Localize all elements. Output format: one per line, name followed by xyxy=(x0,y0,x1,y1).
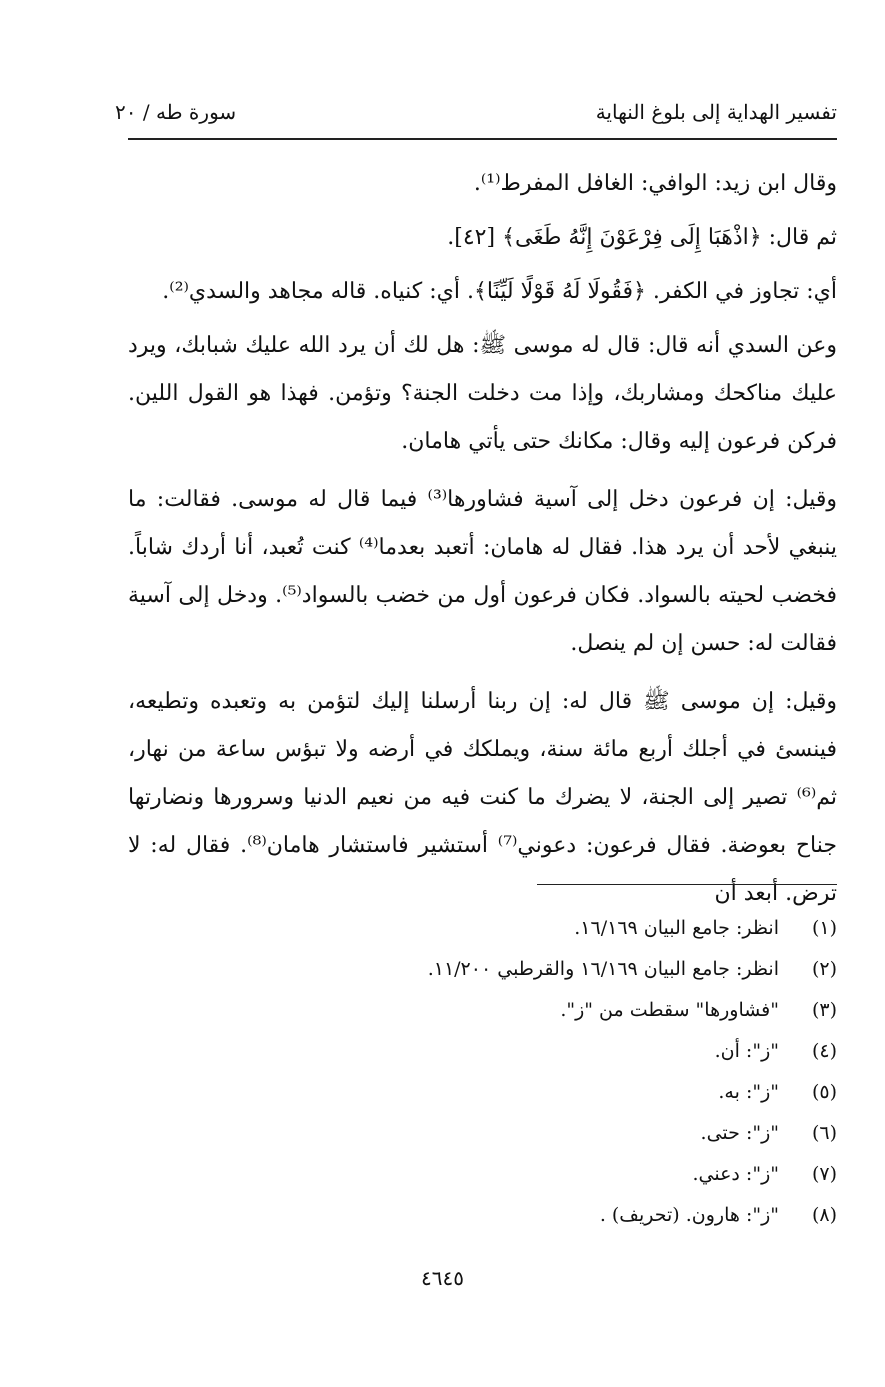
footnote xyxy=(128,1195,837,1236)
footnote-number: (٦) xyxy=(811,1122,837,1144)
footnote-number: (٣) xyxy=(811,999,837,1021)
footnote-number: (١) xyxy=(811,917,837,939)
footnote xyxy=(128,1072,837,1113)
running-header-title: تفسير الهداية إلى بلوغ النهاية xyxy=(595,100,837,124)
footnote-number: (٢) xyxy=(811,958,837,980)
footnote xyxy=(128,949,837,990)
footnote xyxy=(128,1031,837,1072)
footnote-number: (٨) xyxy=(811,1204,837,1226)
paragraph: وقيل: إن فرعون دخل إلى آسية فشاورها⁽³⁾ فيما قال له موسى. فقالت: ما ينبغي لأحد أن يرد هذا. فقال له هامان: أتعبد بعدما⁽⁴⁾ كنت تُعبد، أنا أردك شاباً. فخضب لحيته بالسواد. فكان فرعون أول من خضب بالسواد⁽⁵⁾. ودخل إلى آسية فقالت له: حسن إن لم ينصل. xyxy=(128,487,838,656)
footnote-text: "ز": دعني. xyxy=(692,1163,779,1185)
paragraph: وعن السدي أنه قال: قال له موسى ﷺ: هل لك أن يرد الله عليك شبابك، ويرد عليك مناكحك ومشاربك، وإذا مت دخلت الجنة؟ وتؤمن. فهذا هو القول اللين. فركن فرعون إليه وقال: مكانك حتى يأتي هامان. xyxy=(128,333,837,454)
footnote xyxy=(128,990,837,1031)
footnote-number: (٤) xyxy=(811,1040,837,1062)
footnote-text: "ز": أن. xyxy=(714,1040,779,1062)
paragraph: وقال ابن زيد: الوافي: الغافل المفرط⁽¹⁾. xyxy=(473,171,837,196)
footnote-text: "ز": به. xyxy=(718,1081,779,1103)
footnote-text: "ز": حتى. xyxy=(700,1122,779,1144)
footnote-text: انظر: جامع البيان ١٦/١٦٩. xyxy=(574,917,779,939)
footnote-number: (٧) xyxy=(811,1163,837,1185)
footnote xyxy=(128,908,837,949)
main-text xyxy=(128,160,837,928)
running-header-surah: سورة طه / ٢٠ xyxy=(115,100,237,124)
footnotes xyxy=(128,908,837,1236)
page-number: ٤٦٤٥ xyxy=(421,1266,464,1290)
footnote-text: انظر: جامع البيان ١٦/١٦٩ والقرطبي ١١/٢٠٠. xyxy=(427,958,779,980)
footnote-text: "فشاورها" سقطت من "ز". xyxy=(560,999,779,1021)
paragraph: ثم قال: ﴿اذْهَبَا إِلَى فِرْعَوْنَ إِنَّهُ طَغَى﴾ [٤٢]. xyxy=(447,225,837,250)
footnote-number: (٥) xyxy=(811,1081,837,1103)
footnote-rule xyxy=(537,884,837,885)
footnote-text: "ز": هارون. (تحريف) . xyxy=(599,1204,779,1226)
paragraph: أي: تجاوز في الكفر. ﴿فَقُولَا لَهُ قَوْلًا لَيِّنًا﴾. أي: كنياه. قاله مجاهد والسدي⁽²⁾. xyxy=(162,279,837,304)
paragraph: وقيل: إن موسى ﷺ قال له: إن ربنا أرسلنا إليك لتؤمن به وتعبده وتطيعه، فينسئ في أجلك أربع مائة سنة، ويملكك في أرضه ولا تبؤس ساعة من نهار، ثم⁽⁶⁾ تصير إلى الجنة، لا يضرك ما كنت فيه من نعيم الدنيا وسرورها ونضارتها جناح بعوضة. فقال فرعون: دعوني⁽⁷⁾ أستشير فاستشار هامان⁽⁸⁾. فقال له: لا ترض. أبعد أن xyxy=(128,689,837,906)
footnote xyxy=(128,1113,837,1154)
header-rule xyxy=(128,138,837,140)
footnote xyxy=(128,1154,837,1195)
